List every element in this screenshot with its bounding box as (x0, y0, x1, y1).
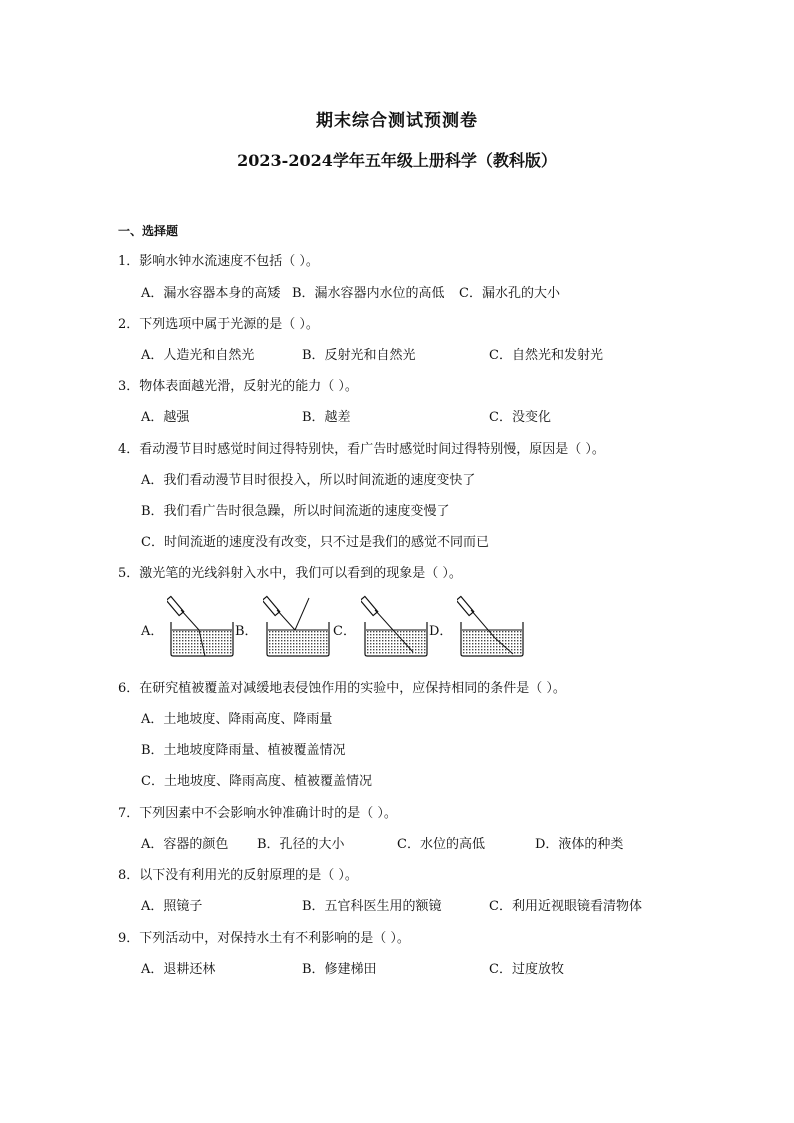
q2-option-c: C．自然光和发射光 (489, 348, 603, 363)
q5-option-b-label: B． (235, 624, 258, 639)
q4-option-c: C．时间流逝的速度没有改变，只不过是我们的感觉不同而已 (141, 535, 489, 550)
question-1: 1．影响水钟水流速度不包括（ ）。 (118, 254, 319, 269)
q4-option-a: A．我们看动漫节目时很投入，所以时间流逝的速度变快了 (141, 473, 476, 488)
q5-option-d-label: D． (429, 624, 453, 639)
q7-option-b: B．孔径的大小 (257, 837, 345, 852)
question-6: 6．在研究植被覆盖对减缓地表侵蚀作用的实验中，应保持相同的条件是（ ）。 (118, 681, 566, 696)
question-2: 2．下列选项中属于光源的是（ ）。 (118, 317, 319, 332)
q5-diagram-d (457, 592, 527, 660)
q5-diagram-c (361, 592, 431, 660)
q9-option-a: A．退耕还林 (141, 962, 216, 977)
q6-option-a: A．土地坡度、降雨高度、降雨量 (141, 712, 333, 727)
q6-option-c: C．土地坡度、降雨高度、植被覆盖情况 (141, 774, 372, 789)
q5-diagram-b (263, 592, 333, 660)
q5-option-a-label: A． (141, 624, 164, 639)
question-5: 5．激光笔的光线斜射入水中，我们可以看到的现象是（ ）。 (118, 566, 462, 581)
q7-option-d: D．液体的种类 (535, 837, 624, 852)
q2-option-b: B．反射光和自然光 (302, 348, 416, 363)
section-heading: 一、选择题 (118, 224, 179, 238)
q5-diagram-a (167, 592, 237, 660)
q8-option-b: B．五官科医生用的额镜 (302, 899, 442, 914)
page-subtitle: 2023-2024学年五年级上册科学（教科版） (237, 151, 557, 170)
q8-option-a: A．照镜子 (141, 899, 203, 914)
question-7: 7．下列因素中不会影响水钟准确计时的是（ ）。 (118, 806, 397, 821)
q9-option-b: B．修建梯田 (302, 962, 377, 977)
question-4: 4．看动漫节目时感觉时间过得特别快，看广告时感觉时间过得特别慢，原因是（ ）。 (118, 442, 605, 457)
q1-option-c: C．漏水孔的大小 (459, 286, 560, 301)
q6-option-b: B．土地坡度降雨量、植被覆盖情况 (141, 743, 346, 758)
q4-option-b: B．我们看广告时很急躁，所以时间流逝的速度变慢了 (141, 504, 450, 519)
q5-option-c-label: C． (333, 624, 356, 639)
question-3: 3．物体表面越光滑，反射光的能力（ ）。 (118, 379, 358, 394)
question-8: 8．以下没有利用光的反射原理的是（ ）。 (118, 868, 358, 883)
q3-option-c: C．没变化 (489, 410, 551, 425)
q8-option-c: C．利用近视眼镜看清物体 (489, 899, 642, 914)
q1-option-b: B．漏水容器内水位的高低 (292, 286, 445, 301)
q1-option-a: A．漏水容器本身的高矮 (141, 286, 281, 301)
q3-option-b: B．越差 (302, 410, 351, 425)
q7-option-a: A．容器的颜色 (141, 837, 229, 852)
q2-option-a: A．人造光和自然光 (141, 348, 255, 363)
q3-option-a: A．越强 (141, 410, 190, 425)
q5-diagrams (141, 592, 541, 662)
question-9: 9．下列活动中，对保持水土有不利影响的是（ ）。 (118, 931, 410, 946)
page-title: 期末综合测试预测卷 (316, 111, 478, 131)
q9-option-c: C．过度放牧 (489, 962, 564, 977)
q7-option-c: C．水位的高低 (397, 837, 485, 852)
